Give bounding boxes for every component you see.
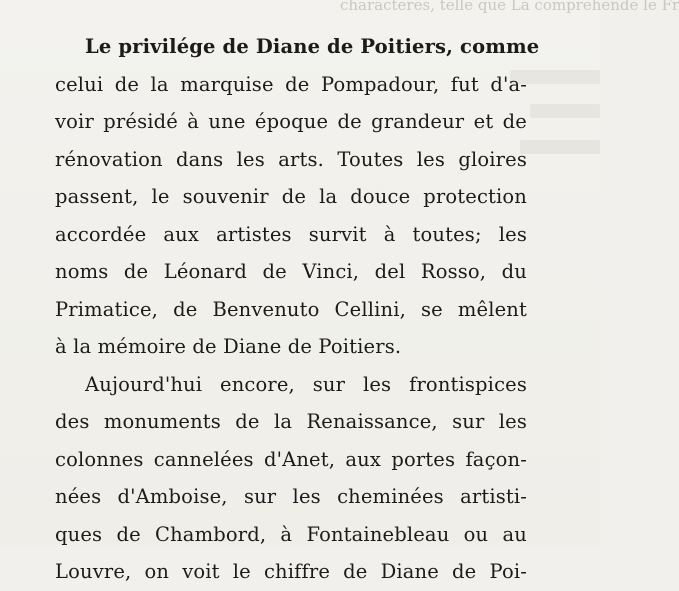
text-line: passent, le souvenir de la douce protection bbox=[55, 185, 527, 208]
text-line: noms de Léonard de Vinci, del Rosso, du bbox=[55, 260, 527, 283]
text-line: Primatice, de Benvenuto Cellini, se mêlent bbox=[55, 297, 527, 321]
text-line: celui de la marquise de Pompadour, fut d'a- bbox=[55, 72, 527, 96]
text-line: à la mémoire de Diane de Poitiers. bbox=[55, 335, 402, 358]
text-line: ques de Chambord, à Fontainebleau ou au bbox=[55, 522, 527, 546]
bleed-through-text: characteres, telle que La comprehende le Fr bbox=[340, 0, 679, 14]
text-line: Le privilége de Diane de Poitiers, comme bbox=[85, 35, 540, 58]
text-line: Louvre, on voit le chiffre de Diane de Poi- bbox=[55, 560, 527, 583]
bleed-through-shadow bbox=[530, 104, 600, 118]
text-line: accordée aux artistes survit à toutes; les bbox=[55, 222, 527, 246]
text-line: colonnes cannelées d'Anet, aux portes façon- bbox=[55, 447, 527, 471]
text-line: voir présidé à une époque de grandeur et de bbox=[55, 110, 527, 133]
text-line: des monuments de la Renaissance, sur les bbox=[55, 410, 527, 433]
bleed-through-shadow bbox=[520, 140, 600, 154]
text-line: rénovation dans les arts. Toutes les gloires bbox=[55, 147, 527, 171]
text-line: nées d'Amboise, sur les cheminées artisti- bbox=[55, 485, 527, 508]
text-body bbox=[55, 28, 540, 591]
text-line: Aujourd'hui encore, sur les frontispices bbox=[85, 372, 527, 396]
